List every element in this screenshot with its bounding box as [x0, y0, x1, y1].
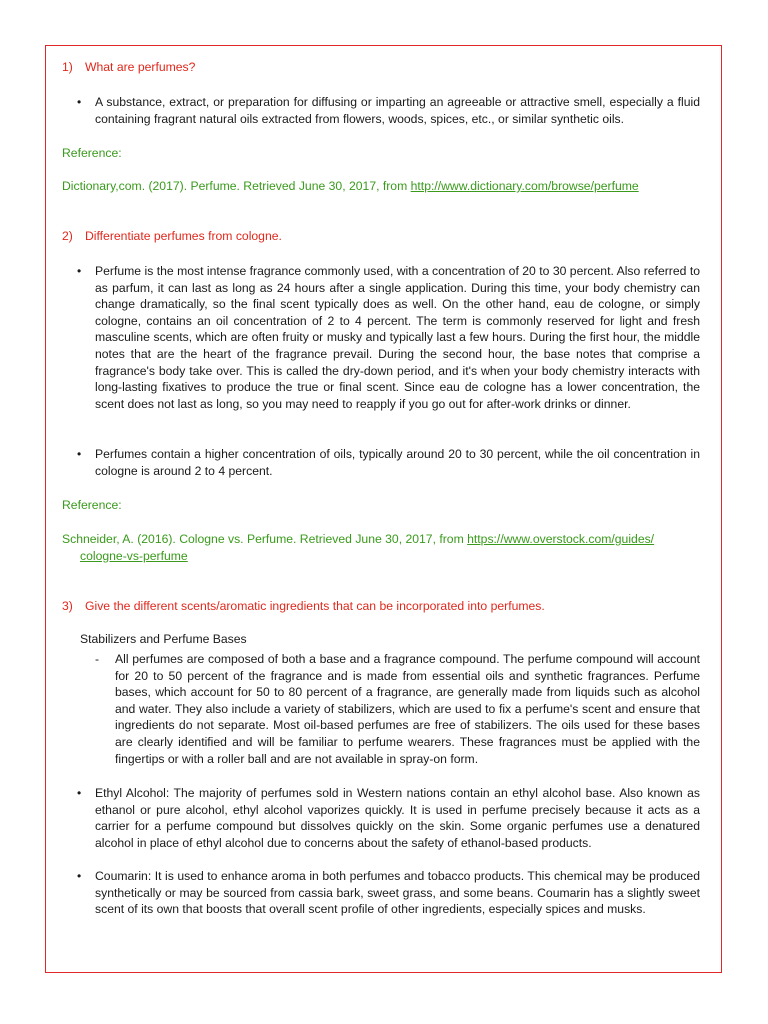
bullet-icon: •: [77, 869, 82, 883]
q2-reference-label: Reference:: [62, 498, 122, 512]
list-item: [77, 263, 700, 412]
list-item: [77, 868, 700, 918]
bullet-icon: •: [77, 447, 82, 461]
question-2-heading: [62, 229, 282, 243]
q3-subheading: Stabilizers and Perfume Bases: [80, 632, 247, 646]
bullet-icon: •: [77, 786, 82, 800]
q2-reference-citation: [62, 531, 702, 564]
list-item: [95, 651, 700, 767]
q1-reference-text: Dictionary,com. (2017). Perfume. Retrieved June 30, 2017, from: [62, 179, 411, 193]
q1-bullet-text: A substance, extract, or preparation for diffusing or imparting an agreeable or attractive smell, especially a fluid containing fragrant natural oils extracted from flowers, woods, spices, etc., or similar synthetic oils.: [95, 95, 700, 126]
q2-reference-link-part1[interactable]: https://www.overstock.com/guides/: [467, 532, 655, 546]
q2-bullet-2-text: Perfumes contain a higher concentration of oils, typically around 20 to 30 percent, while the oil concentration in cologne is around 2 to 4 percent.: [95, 447, 700, 478]
q2-reference-link-part2[interactable]: cologne-vs-perfume: [80, 548, 188, 563]
question-1-number: 1): [62, 60, 73, 74]
list-item: [77, 785, 700, 851]
q3-stabilizers-text: All perfumes are composed of both a base and a fragrance compound. The perfume compound will account for 20 to 50 percent of the fragrance and is made from essential oils and synthetic fragrances. Perfume bases, which account for 50 to 80 percent of a fragrance, are generally made from liquids such as alcohol and water. They also include a variety of stabilizers, which are used to fix a perfume's scent and ensure that ingredients do not separate. Most oil-based perfumes are free of stabilizers. The oils used for these bases are clearly identified and will be familiar to perfume wearers. These fragrances must be applied with the fingertips or with a roller ball and are not available in spray-on form.: [115, 652, 700, 766]
q3-coumarin-text: Coumarin: It is used to enhance aroma in both perfumes and tobacco products. This chemical may be produced synthetically or may be sourced from cassia bark, sweet grass, and some beans. Coumarin has a slightly sweet scent of its own that boosts that overall scent profile of other ingredients, especially spices and musks.: [95, 869, 700, 917]
list-item: [77, 446, 700, 479]
bullet-icon: •: [77, 264, 82, 278]
q1-reference-citation: [62, 178, 639, 195]
question-1-title: What are perfumes?: [85, 60, 196, 74]
dash-marker: -: [95, 652, 100, 666]
q2-bullet-1-text: Perfume is the most intense fragrance commonly used, with a concentration of 20 to 30 percent. Also referred to as parfum, it can last as long as 24 hours after a single application. During this time, your body chemistry can change dramatically, so the final scent typically does as well. On the other hand, eau de cologne, or simply cologne, contains an oil concentration of 2 to 4 percent. The term is commonly reserved for light and fresh masculine scents, which are often fruity or musky and typically last a few hours. During the first hour, the middle notes that are the heart of the fragrance prevail. During the second hour, the base notes that comprise a fragrance's body take over. This is called the dry-down period, and it's when your body chemistry interacts with long-lasting fixatives to produce the true or final scent. Since eau de cologne has a lower concentration, the scent does not last as long, so you may need to reapply if you go out for after-work drinks or dinner.: [95, 264, 700, 411]
question-3-number: 3): [62, 599, 73, 613]
q2-reference-text: Schneider, A. (2016). Cologne vs. Perfume. Retrieved June 30, 2017, from: [62, 532, 468, 546]
list-item: [77, 94, 700, 127]
q1-reference-link[interactable]: http://www.dictionary.com/browse/perfume: [410, 179, 639, 193]
question-2-title: Differentiate perfumes from cologne.: [85, 229, 282, 243]
bullet-icon: •: [77, 95, 82, 109]
q1-reference-label: Reference:: [62, 146, 122, 160]
question-3-heading: [62, 599, 545, 613]
q3-ethyl-alcohol-text: Ethyl Alcohol: The majority of perfumes sold in Western nations contain an ethyl alcohol base. Also known as ethanol or pure alcohol, ethyl alcohol vaporizes quickly. It is used in perfume precisely because it acts as a carrier for a perfume compound but dissolves quickly on the skin. Some organic perfumes use a denatured alcohol in place of ethyl alcohol due to concerns about the safety of ethanol-based products.: [95, 786, 700, 850]
question-1-heading: [62, 60, 195, 74]
question-2-number: 2): [62, 229, 73, 243]
question-3-title: Give the different scents/aromatic ingredients that can be incorporated into perfumes.: [85, 599, 545, 613]
